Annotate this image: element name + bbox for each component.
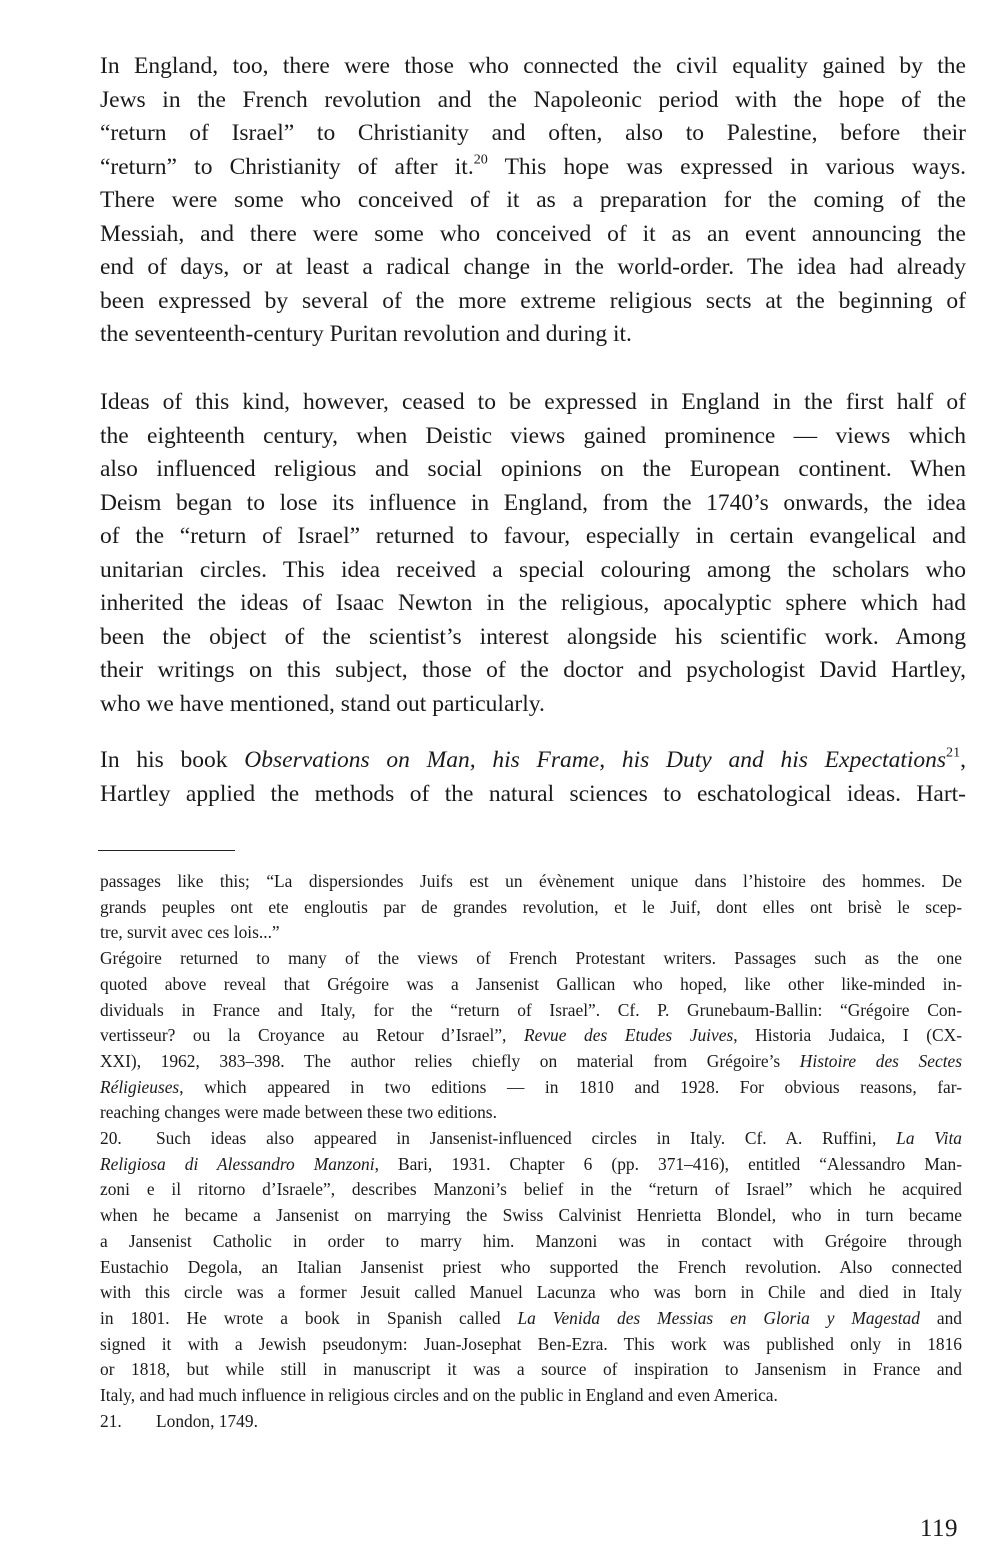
footnote-continued-2 (100, 946, 962, 1126)
footnote-ref-20: 20 (473, 150, 488, 167)
text-line: of the “return of Israel” returned to favour, especially in certain evangelical and (100, 523, 966, 549)
body-paragraph-2 (100, 386, 966, 721)
text-line: inherited the ideas of Isaac Newton in the religious, apocalyptic sphere which had (100, 590, 966, 616)
text-line: Ideas of this kind, however, ceased to be expressed in England in the first half of (100, 389, 966, 415)
text-line: unitarian circles. This idea received a special colouring among the scholars who (100, 556, 966, 583)
footnote-line: Eustachio Degola, an Italian Jansenist priest who supported the French revolution. Also connected (100, 1256, 962, 1277)
text-line: been expressed by several of the more extreme religious sects at the beginning of (100, 287, 966, 314)
text-line: “return” to Christianity of after it.$^{20}$ This hope was expressed in various ways. (100, 150, 966, 180)
body-paragraph-1 (100, 50, 966, 352)
footnote-line: XXI), 1962, 383–398. The author relies chiefly on material from Grégoire’s Histoire des Sectes (100, 1050, 963, 1071)
text-line: “return of Israel” to Christianity and often, also to Palestine, before their (100, 120, 966, 146)
text-line: Jews in the French revolution and the Napoleonic period with the hope of the (100, 86, 966, 113)
text-line: who we have mentioned, stand out particularly. (100, 690, 545, 717)
text-line: In his book Observations on Man, his Frame, his Duty and his Expectations$^{21}$, (100, 744, 967, 773)
text-line: In England, too, there were those who connected the civil equality gained by the (100, 53, 966, 79)
footnote-line: tre, survit avec ces lois...” (100, 922, 280, 943)
footnote-line: vertisseur? ou la Croyance au Retour d’Israel”, Revue des Etudes Juives, Historia Judaica, I (CX- (100, 1025, 962, 1046)
footnote-20 (100, 1126, 962, 1409)
text-line: There were some who conceived of it as a preparation for the coming of the (100, 187, 966, 213)
footnote-line: 21. London, 1749. (100, 1409, 962, 1435)
page-number: 119 (919, 1515, 958, 1542)
footnote-line: zoni e il ritorno d’Israele”, describes Manzoni’s belief in the “return of Israel” which he acquired (100, 1179, 962, 1200)
footnote-continued (100, 869, 962, 946)
footnote-line: or 1818, but while still in manuscript it was a source of inspiration to Jansenism in France and (100, 1359, 962, 1380)
footnote-number: 20. (100, 1128, 122, 1149)
book-title: Observations on Man, his Frame, his Duty and his Expectations (244, 747, 947, 773)
footnote-line: when he became a Jansenist on marrying the Swiss Calvinist Henrietta Blondel, who in turn became (100, 1205, 962, 1226)
footnote-line: Religiosa di Alessandro Manzoni, Bari, 1931. Chapter 6 (pp. 371–416), entitled “Alessandro Man- (100, 1153, 962, 1174)
footnote-line: Réligieuses, which appeared in two editions — in 1810 and 1928. For obvious reasons, far- (100, 1076, 962, 1097)
text-line: their writings on this subject, those of the doctor and psychologist David Hartley, (100, 657, 966, 683)
text-line: end of days, or at least a radical change in the world-order. The idea had already (100, 254, 966, 280)
text-line: the seventeenth-century Puritan revolution and during it. (100, 321, 632, 347)
text-line: the eighteenth century, when Deistic views gained prominence — views which (100, 422, 966, 449)
footnote-line: a Jansenist Catholic in order to marry him. Manzoni was in contact with Grégoire through (100, 1230, 962, 1251)
body-paragraph-3 (100, 744, 966, 811)
footnote-line: Grégoire returned to many of the views of French Protestant writers. Passages such as the one (100, 948, 962, 969)
text-line: Hartley applied the methods of the natural sciences to eschatological ideas. Hart- (100, 780, 966, 807)
text-line: also influenced religious and social opinions on the European continent. When (100, 456, 966, 482)
text-line: Deism began to lose its influence in England, from the 1740’s onwards, the idea (100, 489, 966, 516)
footnote-line: in 1801. He wrote a book in Spanish called La Venida des Messias en Gloria y Magestad and (100, 1307, 962, 1328)
footnote-line: signed it with a Jewish pseudonym: Juan-Josephat Ben-Ezra. This work was published only in 1816 (100, 1333, 962, 1354)
footnote-line: grands peuples ont ete engloutis par de grandes revolution, et le Juif, dont elles ont brisè le scep- (100, 896, 962, 917)
footnote-separator (98, 850, 235, 851)
footnotes (100, 869, 962, 1434)
footnote-line: reaching changes were made between these two editions. (100, 1102, 497, 1123)
footnote-line: with this circle was a former Jesuit called Manuel Lacunza who was born in Chile and died in Italy (100, 1282, 962, 1303)
footnote-line: quoted above reveal that Grégoire was a Jansenist Gallican who hoped, like other like-minded in- (100, 973, 962, 994)
footnote-line: 20. Such ideas also appeared in Jansenist-influenced circles in Italy. Cf. A. Ruffini, La Vita (100, 1126, 962, 1152)
footnote-number: 21. (100, 1410, 122, 1431)
footnote-line: dividuals in France and Italy, for the “return of Israel”. Cf. P. Grunebaum-Ballin: “Grégoire Con- (100, 999, 962, 1020)
footnote-21 (100, 1409, 962, 1435)
text-line: been the object of the scientist’s interest alongside his scientific work. Among (100, 623, 966, 650)
text-line: Messiah, and there were some who conceived of it as an event announcing the (100, 220, 966, 247)
footnote-line: Italy, and had much influence in religious circles and on the public in England and even America. (100, 1385, 778, 1406)
footnote-line: passages like this; “La dispersiondes Juifs est un évènement unique dans l’histoire des hommes. De (100, 871, 962, 891)
footnote-ref-21: 21 (946, 744, 961, 761)
